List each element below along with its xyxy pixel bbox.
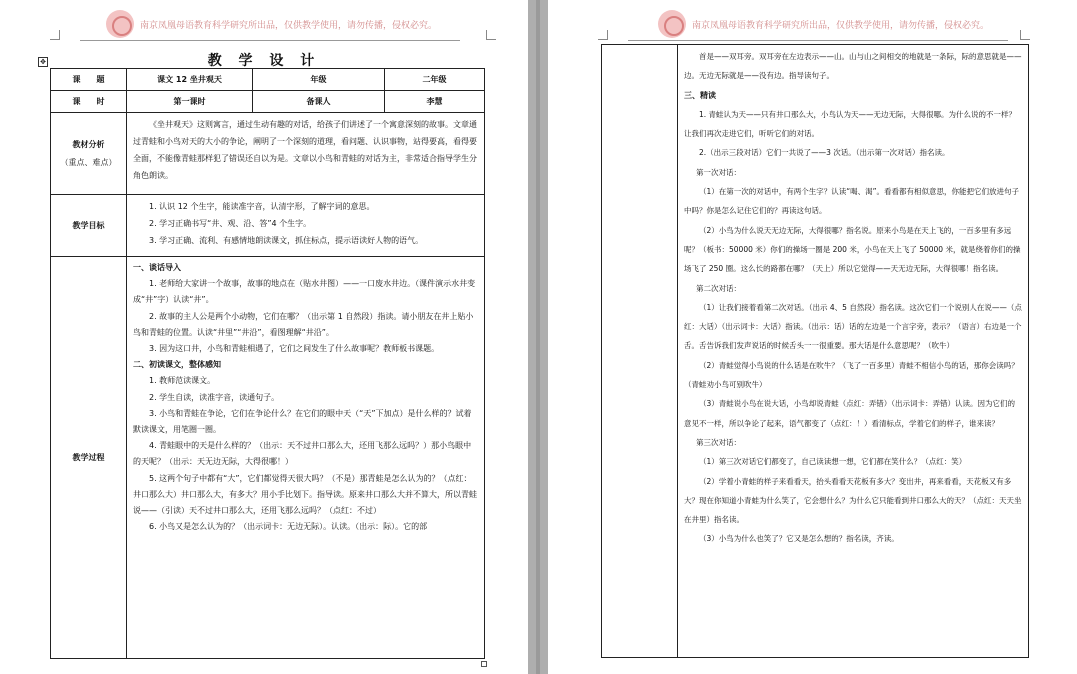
table-row <box>602 45 1029 658</box>
table-row <box>51 113 485 195</box>
paragraph: （2）小鸟为什么说天无边无际，大得很哪？指名说。原来小鸟是在天上飞的，一百多里有多远呢？（板书：50000 米）你们的操场一圈是 200 米，小鸟在天上飞了 50000 米，就是绕着你们的操场飞了 250 圈。这么长的路都在哪？（天上）所以它觉得——天无边无际，大得很哪！指名读。 <box>684 225 1021 274</box>
paragraph: （3）青蛙说小鸟在说大话，小鸟却说青蛙（点红：弄错）（出示词卡：弄错）认读。因为它们的意见不一样，所以争论了起来，语气都变了（点红：！）看清标点，学着它们的样子，谁来读？ <box>684 399 1016 428</box>
empty-label-cell <box>602 45 678 658</box>
paragraph: 6. 小鸟又是怎么认为的？（出示词卡：无边无际）。认读。（出示：际）。它的部 <box>149 522 428 532</box>
grade-label: 年级 <box>253 69 385 91</box>
subheading: 第一次对话： <box>696 167 741 177</box>
section-heading: 一、谈话导入 <box>133 263 181 272</box>
paragraph: 1. 老师给大家讲一个故事，故事的地点在（贴水井图）——一口废水井边。（课件演示水井变成“井”字）认读“井”。 <box>133 279 476 305</box>
section-heading: 三、精读 <box>684 90 716 100</box>
process-cell-continued[interactable] <box>678 45 1029 658</box>
paragraph: 2. 学生自读，读准字音，读通句子。 <box>149 392 280 402</box>
paragraph: （1）让我们接着看第二次对话。（出示 4、5 自然段）指名读。这次它们一个说别人在说——（点红：大话）（出示词卡：大话）指读。（出示：话）话的左边是一个言字旁，表示？（语言）右边是一个舌。舌告诉我们发声说话的时候舌头一一很重要。那大话是什么意思呢？（吹牛） <box>684 302 1022 351</box>
margin-corner-mark <box>1020 30 1030 40</box>
goal-item: 2. 学习正确书写“井、观、沿、答”4 个生字。 <box>149 219 312 228</box>
header-rule <box>628 40 1008 41</box>
publisher-logo-icon <box>106 10 134 38</box>
paragraph: 1. 教师范读课文。 <box>149 376 216 386</box>
grade-value[interactable]: 二年级 <box>385 69 485 91</box>
analysis-label: 教材分析 <box>72 139 105 149</box>
period-value[interactable]: 第一课时 <box>127 91 253 113</box>
analysis-label-cell <box>51 113 127 195</box>
period-label: 课 时 <box>51 91 127 113</box>
paragraph: 首是——双耳旁。双耳旁在左边表示——山。山与山之间相交的地就是一条际，际的意思就是——边。无边无际就是——没有边。指导读句子。 <box>684 52 1022 81</box>
margin-corner-mark <box>486 30 496 40</box>
paragraph: （3）小鸟为什么也笑了？它又是怎么想的？指名读，齐读。 <box>699 534 899 544</box>
lesson-plan-table-continued <box>601 44 1029 658</box>
goal-item: 3. 学习正确、流利、有感情地朗读课文，抓住标点，提示语读好人物的语气。 <box>149 236 424 245</box>
publisher-logo-icon <box>658 10 686 38</box>
goal-item: 1. 认识 12 个生字，能读准字音，认清字形，了解字词的意思。 <box>149 202 375 211</box>
table-resize-handle-icon[interactable] <box>481 661 487 667</box>
lesson-plan-table <box>50 68 485 659</box>
topic-label: 课 题 <box>51 69 127 91</box>
document-page-1 <box>0 0 528 674</box>
table-move-handle-icon[interactable]: ✥ <box>38 57 48 67</box>
paragraph: 5. 这两个句子中都有“大”，它们都觉得天很大吗？（不是）那青蛙是怎么认为的？（点红：井口那么大）井口那么大，有多大？用小手比划下。指导读。原来井口那么大并不算大，所以青蛙说——（引读）天不过井口那么大，还用飞那么远吗？（点红：不过） <box>133 473 477 516</box>
page-header <box>106 6 437 42</box>
goals-cell[interactable] <box>127 195 485 257</box>
analysis-sublabel: （重点、难点） <box>60 157 117 167</box>
margin-corner-mark <box>50 30 60 40</box>
paragraph: （1）第三次对话它们都变了，自己读读想一想，它们都在笑什么？（点红：笑） <box>699 457 967 467</box>
paragraph: 1. 青蛙认为天——只有井口那么大，小鸟认为天——无边无际，大得很哪。为什么说的不一样？让我们再次走进它们，听听它们的对话。 <box>684 109 1017 139</box>
header-rule <box>80 40 460 41</box>
paragraph: （2）学着小青蛙的样子来看看天，抬头看看天花板有多大？变出井，再来看看，天花板又有多大？现在你知道小青蛙为什么笑了，它会想什么？为什么它只能看到井口那么大的天？（点红：天天坐在井里）指名读。 <box>684 476 1022 525</box>
teacher-label: 备课人 <box>253 91 385 113</box>
header-notice: 南京凤凰母语教育科学研究所出品，仅供教学使用，请勿传播，侵权必究。 <box>140 20 438 31</box>
paragraph: 2. 故事的主人公是两个小动物，它们在哪？（出示第 1 自然段）指读。请小朋友在井上贴小鸟和青蛙的位置。认读“井里”“井沿”，看图理解“井沿”。 <box>133 311 474 337</box>
goals-label: 教学目标 <box>51 195 127 257</box>
page-title: 教 学 设 计 <box>207 53 321 69</box>
margin-corner-mark <box>598 30 608 40</box>
paragraph: 3. 因为这口井，小鸟和青蛙相遇了，它们之间发生了什么故事呢？教师板书课题。 <box>149 344 440 354</box>
header-notice: 南京凤凰母语教育科学研究所出品，仅供教学使用，请勿传播，侵权必究。 <box>692 20 990 31</box>
teacher-value[interactable]: 李慧 <box>385 91 485 113</box>
paragraph: 4. 青蛙眼中的天是什么样的？（出示：天不过井口那么大，还用飞那么远吗？）那小鸟眼中的天呢？（出示：天无边无际，大得很哪！） <box>133 441 472 467</box>
subheading: 第二次对话： <box>696 283 741 293</box>
paragraph: （1）在第一次的对话中，有两个生字？认读“喝、渴”。看看都有相似意思，你能把它们放进句子中吗？你是怎么记住它们的？再读这句话。 <box>684 187 1020 216</box>
page-header <box>658 6 989 42</box>
table-row <box>51 195 485 257</box>
table-row <box>51 257 485 659</box>
paragraph: 3. 小鸟和青蛙在争论，它们在争论什么？在它们的眼中天（“天”下加点）是什么样的？试着默读课文，用笔圈一圈。 <box>133 408 472 435</box>
section-heading: 二、初读课文，整体感知 <box>133 360 221 370</box>
table-row <box>51 91 485 113</box>
subheading: 第三次对话： <box>696 437 741 447</box>
paragraph: （2）青蛙觉得小鸟说的什么话是在吹牛？（飞了一百多里）青蛙不相信小鸟的话，那你会读吗？（青蛙劝小鸟可别吹牛） <box>684 360 1019 390</box>
analysis-text: 《坐井观天》这则寓言，通过生动有趣的对话，给孩子们讲述了一个寓意深刻的故事。文章通过青蛙和小鸟对天的大小的争论，阐明了一个深刻的道理，看问题、认识事物，站得要高，看得要全面，不能像青蛙那样犯了错误还自以为是。文章以小鸟和青蛙的对话为主，非常适合指导学生分角色朗读。 <box>133 120 477 180</box>
topic-value[interactable]: 课文 12 坐井观天 <box>127 69 253 91</box>
paragraph: 2.（出示三段对话）它们一共说了——3 次话。（出示第一次对话）指名读。 <box>699 148 950 158</box>
analysis-cell[interactable] <box>127 113 485 195</box>
process-cell[interactable] <box>127 257 485 659</box>
table-row <box>51 69 485 91</box>
process-label: 教学过程 <box>51 257 127 659</box>
page-gap <box>528 0 548 674</box>
